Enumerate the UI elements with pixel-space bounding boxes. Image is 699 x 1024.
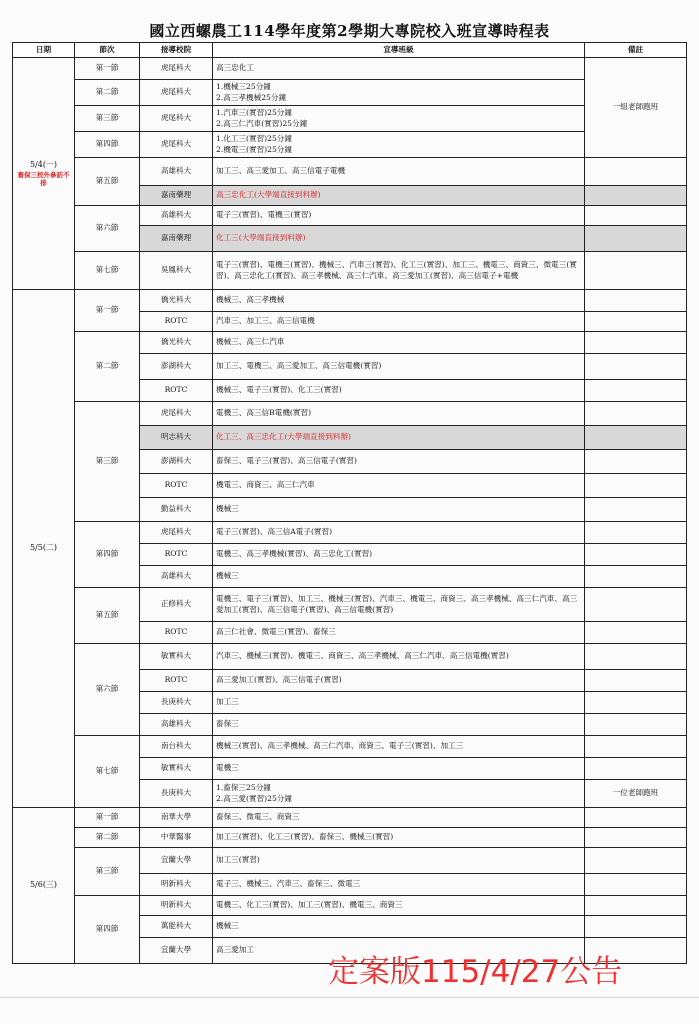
school-cell: 南台科大	[140, 736, 213, 758]
classes-cell: 汽車三、機械三(實習)、機電三、商資三、高三孝機械、高三仁汽車、高三信電機(實習)	[213, 644, 585, 670]
header-school: 接導校院	[140, 43, 213, 58]
period-cell: 第四節	[75, 522, 140, 588]
period-cell: 第五節	[75, 588, 140, 644]
period-cell: 第一節	[75, 808, 140, 828]
school-cell: 僑光科大	[140, 290, 213, 312]
classes-cell: 高三忠化工(大學端直接到料辦)	[213, 186, 585, 206]
school-cell: ROTC	[140, 380, 213, 402]
note-cell	[585, 402, 687, 426]
date-note: 畜保三校外參訪不排	[17, 170, 70, 187]
period-cell: 第一節	[75, 290, 140, 332]
period-cell: 第六節	[75, 644, 140, 736]
note-cell	[585, 848, 687, 874]
header-note: 備註	[585, 43, 687, 58]
note-cell	[585, 714, 687, 736]
period-cell: 第一節	[75, 58, 140, 80]
table-row	[13, 588, 687, 622]
classes-cell: 加工三	[213, 692, 585, 714]
classes-cell: 機械三	[213, 498, 585, 522]
classes-cell: 加工三(實習)	[213, 848, 585, 874]
school-cell: 明新科大	[140, 896, 213, 916]
period-cell: 第六節	[75, 206, 140, 252]
table-row	[13, 808, 687, 828]
header-classes: 宣導班級	[213, 43, 585, 58]
date-label: 5/6(三)	[29, 880, 58, 890]
school-cell: 宜蘭大學	[140, 938, 213, 964]
school-cell: 虎尾科大	[140, 132, 213, 158]
school-cell: ROTC	[140, 312, 213, 332]
table-row	[13, 644, 687, 670]
classes-cell: 機械三、電子三(實習)、化工三(實習)	[213, 380, 585, 402]
classes-cell: 電機三、高三孝機械(實習)、高三忠化工(實習)	[213, 544, 585, 566]
classes-cell: 電子三、機械三、汽車三、畜保三、微電三	[213, 874, 585, 896]
note-cell	[585, 622, 687, 644]
school-cell: ROTC	[140, 622, 213, 644]
classes-cell: 電機三	[213, 758, 585, 780]
classes-cell: 高三仁社會、微電三(實習)、畜保三	[213, 622, 585, 644]
school-cell: 澎湖科大	[140, 450, 213, 474]
table-row	[13, 402, 687, 426]
school-cell: 虎尾科大	[140, 58, 213, 80]
classes-cell: 機械三	[213, 916, 585, 938]
note-cell	[585, 380, 687, 402]
note-cell	[585, 874, 687, 896]
note-cell	[585, 736, 687, 758]
table-row	[13, 828, 687, 848]
classes-cell: 加工三、電機三、高三愛加工、高三信電機(實習)	[213, 354, 585, 380]
classes-cell: 機械三、高三孝機械	[213, 290, 585, 312]
classes-cell: 高三愛加工(實習)、高三信電子(實習)	[213, 670, 585, 692]
header-row	[13, 43, 687, 58]
table-row	[13, 206, 687, 226]
school-cell: 中華醫事	[140, 828, 213, 848]
note-cell	[585, 426, 687, 450]
school-cell: 南華大學	[140, 808, 213, 828]
classes-cell: 1.汽車三(實習)25分鐘 2.高三仁汽車(實習)25分鐘	[213, 106, 585, 132]
table-row	[13, 848, 687, 874]
school-cell: 吳鳳科大	[140, 252, 213, 290]
school-cell: 明新科大	[140, 874, 213, 896]
school-cell: 虎尾科大	[140, 402, 213, 426]
classes-cell: 畜保三	[213, 714, 585, 736]
classes-cell: 電子三(實習)、高三信A電子(實習)	[213, 522, 585, 544]
note-cell	[585, 186, 687, 206]
period-cell: 第三節	[75, 848, 140, 896]
classes-cell: 高三忠化工	[213, 58, 585, 80]
note-cell	[585, 692, 687, 714]
school-cell: 嘉南藥理	[140, 186, 213, 206]
note-cell	[585, 290, 687, 312]
final-version-stamp: 定案版115/4/27公告	[328, 954, 623, 990]
school-cell: 虎尾科大	[140, 106, 213, 132]
divider	[0, 997, 699, 998]
school-cell: 高雄科大	[140, 206, 213, 226]
school-cell: 勤益科大	[140, 498, 213, 522]
school-cell: 正修科大	[140, 588, 213, 622]
note-cell	[585, 226, 687, 252]
note-cell	[585, 566, 687, 588]
note-cell	[585, 670, 687, 692]
header-period: 節次	[75, 43, 140, 58]
classes-cell: 機電三、商資三、高三仁汽車	[213, 474, 585, 498]
table-row	[13, 158, 687, 186]
period-cell: 第二節	[75, 332, 140, 402]
classes-cell: 電子三(實習)、電機三(實習)	[213, 206, 585, 226]
header-date: 日期	[13, 43, 75, 58]
note-cell	[585, 206, 687, 226]
schedule-table	[12, 42, 687, 964]
period-cell: 第四節	[75, 896, 140, 964]
period-cell: 第七節	[75, 252, 140, 290]
period-cell: 第二節	[75, 828, 140, 848]
school-cell: 高雄科大	[140, 158, 213, 186]
school-cell: 虎尾科大	[140, 522, 213, 544]
note-cell	[585, 474, 687, 498]
note-cell	[585, 450, 687, 474]
note-cell	[585, 252, 687, 290]
classes-cell: 畜保三、微電三、商資三	[213, 808, 585, 828]
school-cell: 敏實科大	[140, 758, 213, 780]
classes-cell: 1.化工三(實習)25分鐘 2.機電三(實習)25分鐘	[213, 132, 585, 158]
classes-cell: 機械三	[213, 566, 585, 588]
table-row	[13, 522, 687, 544]
school-cell: 萬能科大	[140, 916, 213, 938]
period-cell: 第四節	[75, 132, 140, 158]
classes-cell: 機械三(實習)、高三孝機械、高三仁汽車、商資三、電子三(實習)、加工三	[213, 736, 585, 758]
note-cell	[585, 916, 687, 938]
classes-cell: 汽車三、加工三、高三信電機	[213, 312, 585, 332]
note-cell: 一位老師跑班	[585, 780, 687, 808]
date-cell	[13, 808, 75, 964]
note-cell: 一組老師跑班	[585, 58, 687, 158]
note-cell	[585, 498, 687, 522]
table-row	[13, 896, 687, 916]
school-cell: 澎湖科大	[140, 354, 213, 380]
note-cell	[585, 332, 687, 354]
school-cell: 僑光科大	[140, 332, 213, 354]
classes-cell: 化工三、高三忠化工(大學端直接到料辦)	[213, 426, 585, 450]
note-cell	[585, 522, 687, 544]
note-cell	[585, 588, 687, 622]
date-cell	[13, 290, 75, 808]
school-cell: ROTC	[140, 544, 213, 566]
table-row	[13, 290, 687, 312]
classes-cell: 1.畜保三25分鐘 2.高三愛(實習)25分鐘	[213, 780, 585, 808]
table-row	[13, 736, 687, 758]
note-cell	[585, 758, 687, 780]
classes-cell: 電機三、電子三(實習)、加工三、機械三(實習)、汽車三、機電三、商資三、高三孝機械、高三仁汽車、高三愛加工(實習)、高三信電子(實習)、高三信電機(實習)	[213, 588, 585, 622]
table-row	[13, 252, 687, 290]
school-cell: 長庚科大	[140, 692, 213, 714]
period-cell: 第二節	[75, 80, 140, 106]
note-cell	[585, 808, 687, 828]
school-cell: 高雄科大	[140, 714, 213, 736]
period-cell: 第七節	[75, 736, 140, 808]
classes-cell: 加工三(實習)、化工三(實習)、畜保三、機械三(實習)	[213, 828, 585, 848]
period-cell: 第三節	[75, 106, 140, 132]
note-cell	[585, 644, 687, 670]
school-cell: ROTC	[140, 670, 213, 692]
school-cell: 明志科大	[140, 426, 213, 450]
school-cell: 宜蘭大學	[140, 848, 213, 874]
classes-cell: 機械三、高三仁汽車	[213, 332, 585, 354]
school-cell: ROTC	[140, 474, 213, 498]
note-cell	[585, 158, 687, 186]
table-row	[13, 332, 687, 354]
period-cell: 第五節	[75, 158, 140, 206]
note-cell	[585, 544, 687, 566]
note-cell	[585, 896, 687, 916]
classes-cell: 電子三(實習)、電機三(實習)、機械三、汽車三(實習)、化工三(實習)、加工三、機電三、商資三、微電三(實習)、高三忠化工(實習)、高三孝機械、高三仁汽車、高三愛加工(實習)、高三信電子+電機	[213, 252, 585, 290]
school-cell: 敏實科大	[140, 644, 213, 670]
date-label: 5/4(一)	[29, 160, 58, 170]
classes-cell: 高三愛加工	[213, 938, 585, 964]
classes-cell: 化工三(大學端直接到料辦)	[213, 226, 585, 252]
page-title: 國立西螺農工114學年度第2學期大專院校入班宣導時程表	[149, 22, 550, 40]
classes-cell: 畜保三、電子三(實習)、高三信電子(實習)	[213, 450, 585, 474]
period-cell: 第三節	[75, 402, 140, 522]
date-cell	[13, 58, 75, 290]
classes-cell: 1.機械三25分鐘 2.高三孝機械25分鐘	[213, 80, 585, 106]
school-cell: 長庚科大	[140, 780, 213, 808]
note-cell	[585, 354, 687, 380]
note-cell	[585, 828, 687, 848]
schedule-body	[13, 58, 687, 964]
classes-cell: 電機三、化工三(實習)、加工三(實習)、機電三、商資三	[213, 896, 585, 916]
note-cell	[585, 312, 687, 332]
school-cell: 嘉南藥理	[140, 226, 213, 252]
classes-cell: 電機三、高三信B電機(實習)	[213, 402, 585, 426]
school-cell: 高雄科大	[140, 566, 213, 588]
table-row	[13, 58, 687, 80]
classes-cell: 加工三、高三愛加工、高三信電子電機	[213, 158, 585, 186]
school-cell: 虎尾科大	[140, 80, 213, 106]
date-label: 5/5(二)	[29, 543, 58, 553]
